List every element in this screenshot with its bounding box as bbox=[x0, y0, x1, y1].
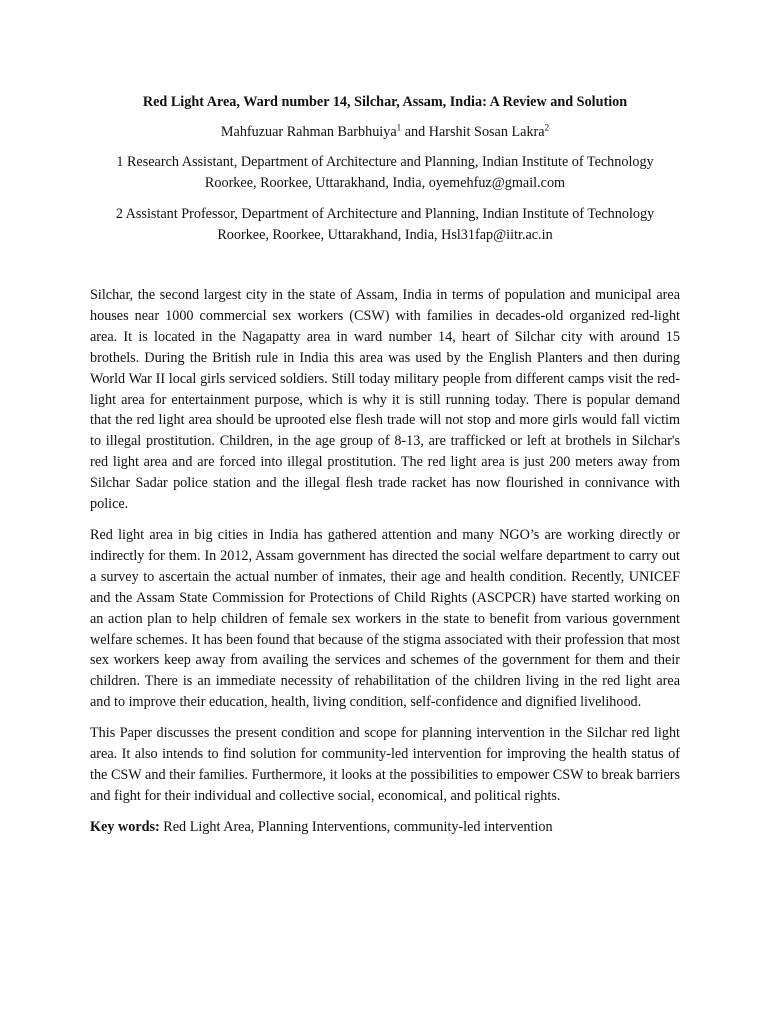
author-line bbox=[90, 122, 680, 142]
abstract-paragraph-1: Silchar, the second largest city in the state of Assam, India in terms of population and municipal area houses near 1000 commercial sex workers (CSW) with families in decades-old organized red-light area. It is located in the Nagapatty area in ward number 14, heart of Silchar city with around 15 brothels. During the British rule in India this area was used by the English Planters and then during World War II local girls serviced soldiers. Still today military people from different camps visit the red-light area for entertainment purpose, which is why it is still running today. There is popular demand that the red light area should be uprooted else flesh trade will not stop and more girls would fall victim to illegal prostitution. Children, in the age group of 8-13, are trafficked or left at brothels in Silchar's red light area and are forced into illegal prostitution. The red light area is just 200 meters away from Silchar Sadar police station and the illegal flesh trade racket has now flourished in connivance with police. bbox=[90, 287, 680, 513]
abstract-paragraph-2: Red light area in big cities in India has gathered attention and many NGO’s are working directly or indirectly for them. In 2012, Assam government has directed the social welfare department to carry out a survey to ascertain the actual number of inmates, their age and health condition. Recently, UNICEF and the Assam State Commission for Protections of Child Rights (ASCPCR) have started working on an action plan to help children of female sex workers in the state to benefit from various government welfare schemes. It has been found that because of the stigma associated with their profession that most sex workers keep away from availing the services and schemes of the government for them and their children. There is an immediate necessity of rehabilitation of the children living in the red light area and to improve their education, health, living condition, self-confidence and dignified livelihood. bbox=[90, 526, 680, 711]
abstract-paragraph-3: This Paper discusses the present condition and scope for planning intervention in the Silchar red light area. It also intends to find solution for community-led intervention for improving the health status of the CSW and their families. Furthermore, it looks at the possibilities to empower CSW to break barriers and fight for their individual and collective social, economical, and political rights. bbox=[90, 725, 680, 804]
affiliation-1-line-2: Roorkee, Roorkee, Uttarakhand, India, oyemehfuz@gmail.com bbox=[204, 175, 566, 191]
author-2-affiliation-mark: 2 bbox=[544, 122, 550, 133]
author-2-name: Harshit Sosan Lakra bbox=[428, 124, 545, 140]
paper-page bbox=[90, 92, 680, 848]
author-1-affiliation-mark: 1 bbox=[396, 122, 402, 133]
keywords-label: Key words: bbox=[90, 818, 160, 835]
author-connector: and bbox=[401, 124, 429, 140]
affiliation-2 bbox=[90, 204, 680, 246]
author-1-name: Mahfuzuar Rahman Barbhuiya bbox=[220, 124, 397, 140]
keywords-text: Red Light Area, Planning Interventions, community-led intervention bbox=[159, 818, 553, 835]
affiliation-1 bbox=[90, 152, 680, 194]
keywords-line bbox=[90, 817, 680, 838]
affiliation-2-line-1: 2 Assistant Professor, Department of Architecture and Planning, Indian Institute of Technology bbox=[115, 206, 655, 222]
paper-title: Red Light Area, Ward number 14, Silchar, Assam, India: A Review and Solution bbox=[142, 94, 628, 110]
affiliation-2-line-2: Roorkee, Roorkee, Uttarakhand, India, Hsl31fap@iitr.ac.in bbox=[217, 227, 553, 243]
affiliation-1-line-1: 1 Research Assistant, Department of Architecture and Planning, Indian Institute of Technology bbox=[116, 154, 654, 170]
abstract bbox=[90, 285, 680, 838]
